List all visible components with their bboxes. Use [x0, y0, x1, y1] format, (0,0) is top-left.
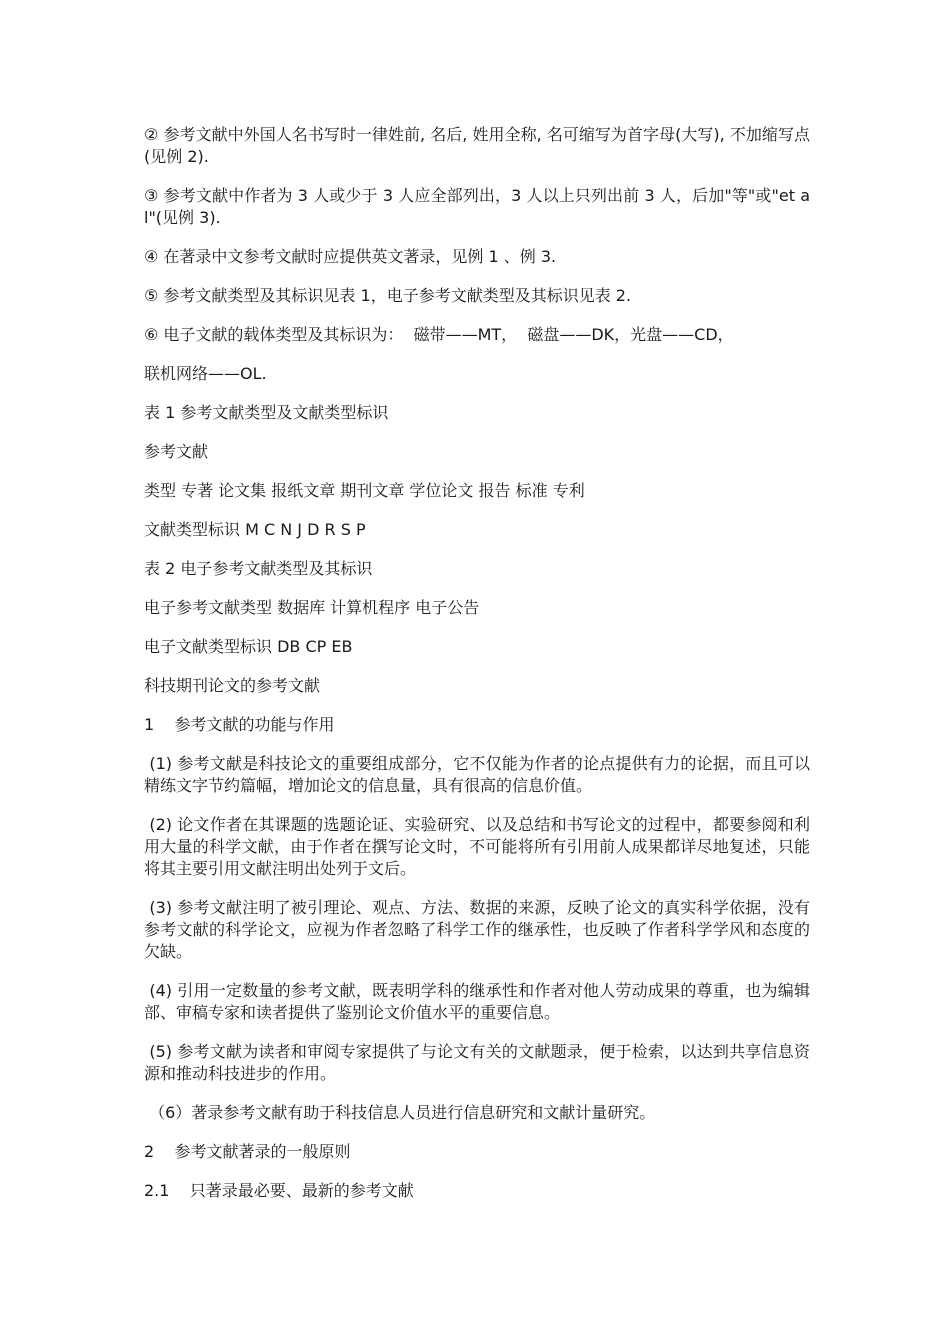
table2-row-types: 电子参考文献类型 数据库 计算机程序 电子公告	[144, 598, 480, 617]
paragraph-carrier-types: ⑥ 电子文献的载体类型及其标识为： 磁带——MT， 磁盘——DK，光盘——CD，	[144, 325, 734, 344]
paragraph-author-count: ③ 参考文献中作者为 3 人或少于 3 人应全部列出，3 人以上只列出前 3 人，后加"等"或"et al"(见例 3).	[144, 186, 810, 227]
table2-caption: 表 2 电子参考文献类型及其标识	[144, 559, 373, 578]
table1-row-identifiers: 文献类型标识 M C N J D R S P	[144, 520, 366, 539]
paragraph-foreign-names: ② 参考文献中外国人名书写时一律姓前, 名后, 姓用全称, 名可缩写为首字母(大写), 不加缩写点(见例 2).	[144, 125, 810, 166]
paragraph-english-citation: ④ 在著录中文参考文献时应提供英文著录，见例 1 、例 3.	[144, 247, 557, 266]
paragraph-function-3: (3) 参考文献注明了被引理论、观点、方法、数据的来源，反映了论文的真实科学依据，没有参考文献的科学论文，应视为作者忽略了科学工作的继承性，也反映了作者科学学风和态度的欠缺。	[144, 898, 810, 961]
paragraph-function-1: (1) 参考文献是科技论文的重要组成部分，它不仅能为作者的论点提供有力的论据，而且可以精练文字节约篇幅，增加论文的信息量，具有很高的信息价值。	[144, 754, 810, 795]
paragraph-function-6: （6）著录参考文献有助于科技信息人员进行信息研究和文献计量研究。	[144, 1103, 656, 1122]
section-heading-1: 1 参考文献的功能与作用	[144, 715, 335, 734]
table1-row-types: 类型 专著 论文集 报纸文章 期刊文章 学位论文 报告 标准 专利	[144, 481, 585, 500]
section-heading-2: 2 参考文献著录的一般原则	[144, 1142, 351, 1161]
section-heading-2-1: 2.1 只著录最必要、最新的参考文献	[144, 1181, 414, 1200]
table2-row-identifiers: 电子文献类型标识 DB CP EB	[144, 637, 353, 656]
table1-caption: 表 1 参考文献类型及文献类型标识	[144, 403, 389, 422]
document-page	[144, 124, 810, 1219]
paragraph-function-4: (4) 引用一定数量的参考文献，既表明学科的继承性和作者对他人劳动成果的尊重，也为编辑部、审稿专家和读者提供了鉴别论文价值水平的重要信息。	[144, 981, 810, 1022]
paragraph-function-5: (5) 参考文献为读者和审阅专家提供了与论文有关的文献题录，便于检索，以达到共享信息资源和推动科技进步的作用。	[144, 1042, 810, 1083]
table1-header: 参考文献	[144, 442, 209, 461]
section-heading-journal-references: 科技期刊论文的参考文献	[144, 676, 321, 695]
paragraph-function-2: (2) 论文作者在其课题的选题论证、实验研究、以及总结和书写论文的过程中，都要参阅和利用大量的科学文献，由于作者在撰写论文时，不可能将所有引用前人成果都详尽地复述，只能将其主要引用文献注明出处列于文后。	[144, 815, 810, 878]
paragraph-online-network: 联机网络——OL.	[144, 364, 267, 383]
paragraph-type-identifiers: ⑤ 参考文献类型及其标识见表 1，电子参考文献类型及其标识见表 2.	[144, 286, 632, 305]
